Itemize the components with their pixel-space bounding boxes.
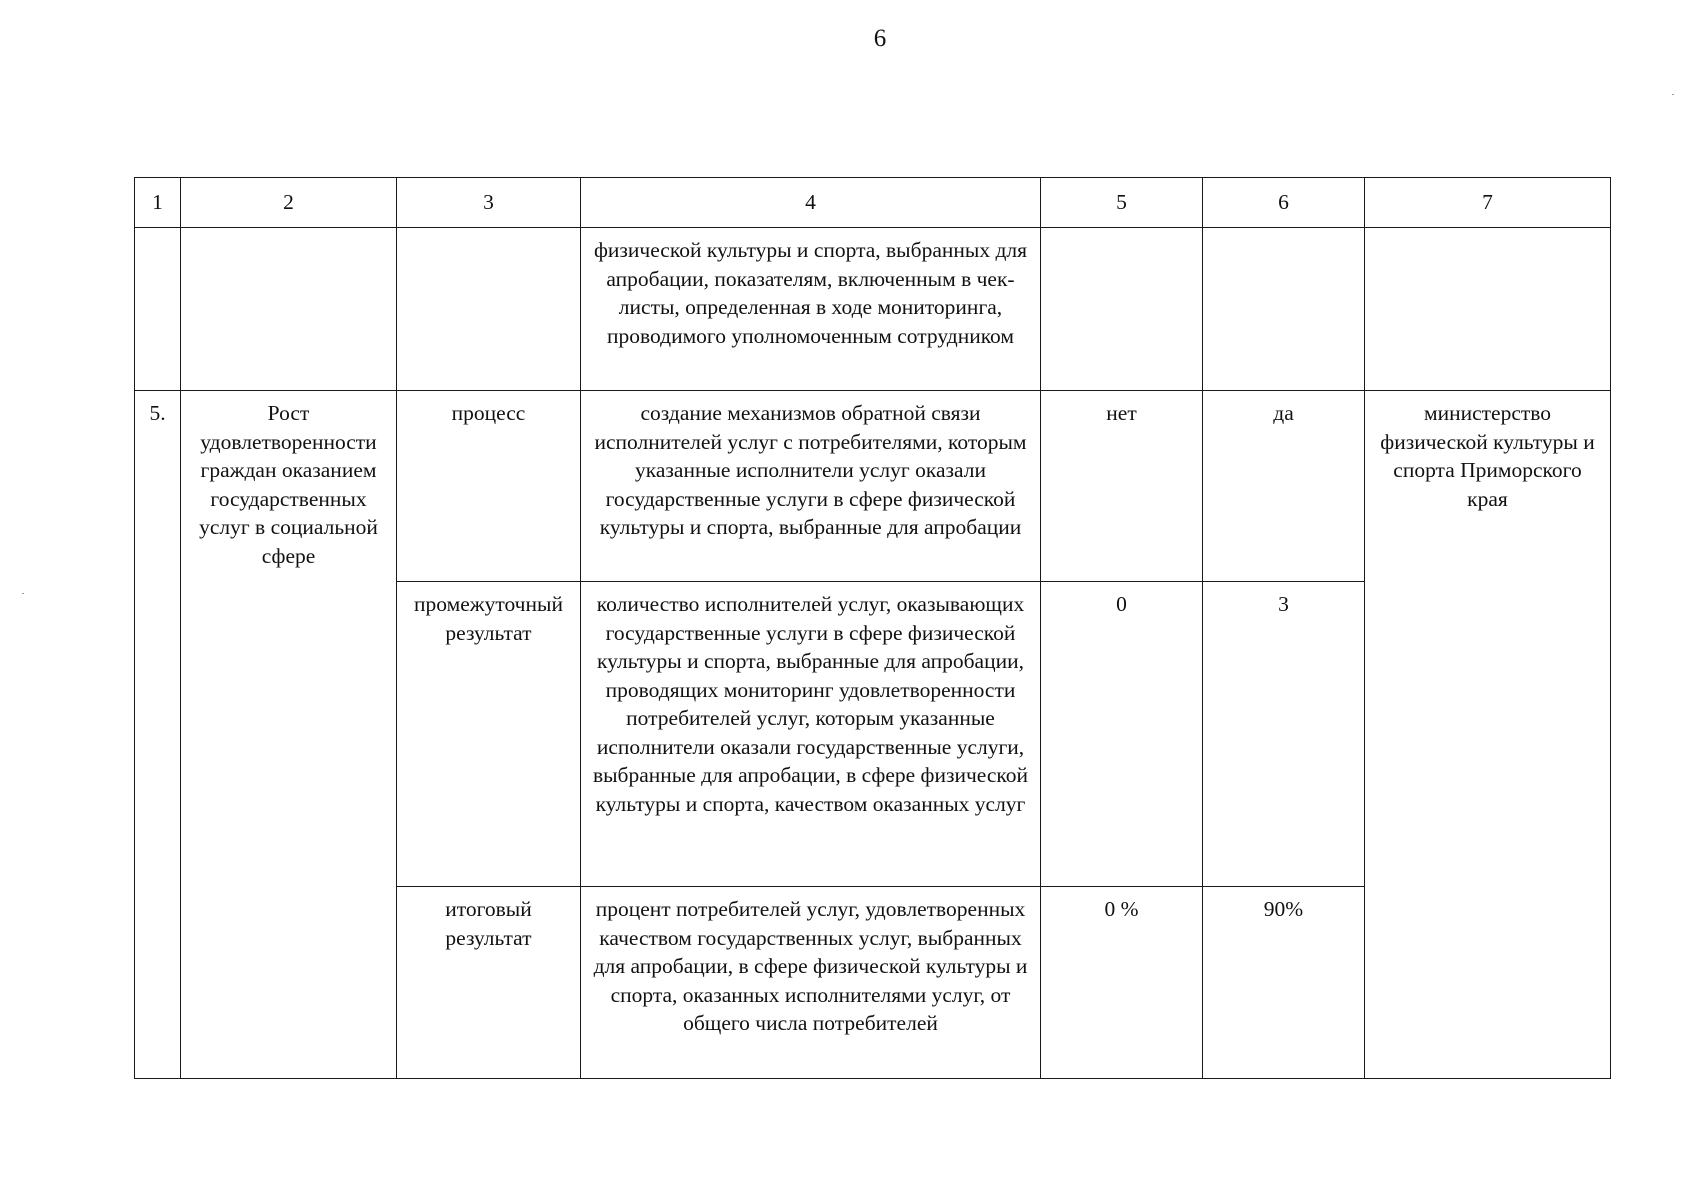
continuation-cell-5	[1041, 228, 1203, 391]
indicators-table	[134, 177, 1611, 1079]
indicator-type: промежуточный результат	[414, 592, 563, 645]
indicator-description-cell	[581, 887, 1041, 1079]
header-cell-7: 7	[1365, 178, 1611, 228]
target-value-cell	[1203, 391, 1365, 582]
goal-cell	[181, 391, 397, 1079]
target-value-cell	[1203, 582, 1365, 887]
responsible-text: министерство физической культуры и спорта Приморского края	[1380, 401, 1595, 511]
header-cell-3: 3	[397, 178, 581, 228]
base-value: нет	[1106, 401, 1137, 425]
indicator-type-cell	[397, 582, 581, 887]
continuation-description	[581, 228, 1041, 391]
base-value-cell	[1041, 582, 1203, 887]
scan-dot	[1672, 94, 1674, 95]
target-value: да	[1273, 401, 1294, 425]
indicator-type-cell	[397, 391, 581, 582]
continuation-cell-2	[181, 228, 397, 391]
page-number: 6	[873, 25, 887, 52]
indicator-description: создание механизмов обратной связи исполнителей услуг с потребителями, которым указанные исполнители услуг оказали государственные услуги в сфере физической культуры и спорта, выбранные для апробации	[594, 401, 1027, 539]
header-cell-1: 1	[135, 178, 181, 228]
header-cell-5: 5	[1041, 178, 1203, 228]
row-number: 5.	[149, 401, 166, 425]
indicator-description-cell	[581, 582, 1041, 887]
continuation-row	[135, 228, 1611, 391]
indicator-description: количество исполнителей услуг, оказывающих государственные услуги в сфере физической культуры и спорта, выбранные для апробации, проводящих мониторинг удовлетворенности потребителей услуг, которым указанные исполнители оказали государственные услуги, выбранные для апробации, в сфере физической культуры и спорта, качеством оказанных услуг	[592, 592, 1029, 816]
base-value: 0 %	[1104, 897, 1139, 921]
header-cell-2: 2	[181, 178, 397, 228]
indicator-type-cell	[397, 887, 581, 1079]
target-value-cell	[1203, 887, 1365, 1079]
goal-text: Рост удовлетворенности граждан оказанием государственных услуг в социальной сфере	[199, 401, 378, 568]
indicator-type: итоговый результат	[445, 897, 532, 950]
base-value-cell	[1041, 887, 1203, 1079]
continuation-cell-7	[1365, 228, 1611, 391]
responsible-cell	[1365, 391, 1611, 1079]
continuation-description-text: физической культуры и спорта, выбранных для апробации, показателям, включенным в чек-листы, определенная в ходе мониторинга, проводимого уполномоченным сотрудником	[593, 238, 1027, 348]
row-number-cell	[135, 391, 181, 1079]
header-cell-6: 6	[1203, 178, 1365, 228]
indicator-description-cell	[581, 391, 1041, 582]
base-value-cell	[1041, 391, 1203, 582]
target-value: 90%	[1263, 897, 1304, 921]
scan-dot	[22, 593, 24, 594]
table-row-process	[135, 391, 1611, 582]
header-cell-4: 4	[581, 178, 1041, 228]
continuation-cell-6	[1203, 228, 1365, 391]
base-value: 0	[1116, 592, 1127, 616]
continuation-cell-3	[397, 228, 581, 391]
target-value: 3	[1278, 592, 1289, 616]
indicator-type: процесс	[451, 401, 526, 425]
table-header-row	[135, 178, 1611, 228]
continuation-cell-1	[135, 228, 181, 391]
indicator-description: процент потребителей услуг, удовлетворенных качеством государственных услуг, выбранных для апробации, в сфере физической культуры и спорта, оказанных исполнителями услуг, от общего числа потребителей	[593, 897, 1028, 1035]
